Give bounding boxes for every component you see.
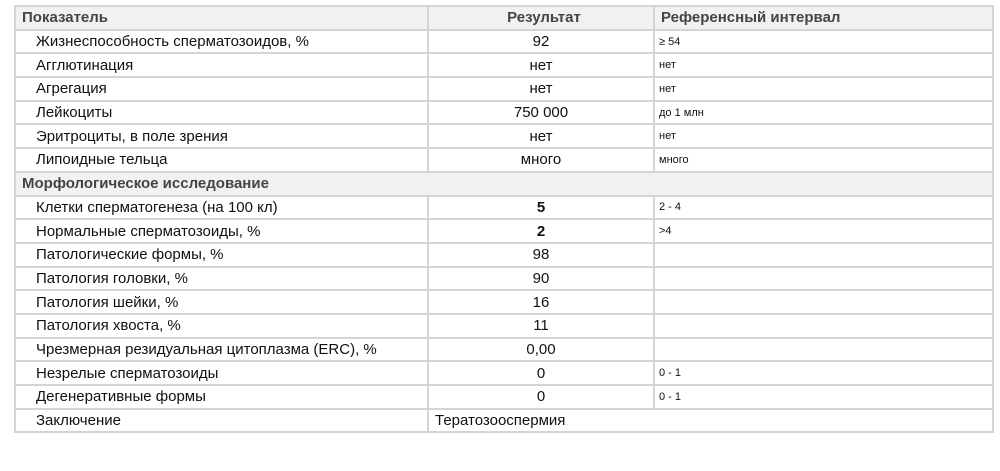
table-row: [15, 385, 993, 409]
header-reference: Референсный интервал: [654, 6, 993, 30]
result-value: 92: [428, 30, 654, 54]
reference-range: много: [654, 148, 993, 172]
table-row: [15, 124, 993, 148]
reference-range: [654, 243, 993, 267]
indicator-name: Агглютинация: [15, 53, 428, 77]
indicator-name: Нормальные сперматозоиды, %: [15, 219, 428, 243]
indicator-name: Патология шейки, %: [15, 290, 428, 314]
table-row: [15, 338, 993, 362]
reference-range: >4: [654, 219, 993, 243]
result-value: нет: [428, 124, 654, 148]
indicator-name: Дегенеративные формы: [15, 385, 428, 409]
section-row: [15, 172, 993, 196]
indicator-name: Патология головки, %: [15, 267, 428, 291]
reference-range: [654, 314, 993, 338]
table-row: [15, 267, 993, 291]
result-value: нет: [428, 53, 654, 77]
result-value: 750 000: [428, 101, 654, 125]
table-row: [15, 314, 993, 338]
reference-range: нет: [654, 124, 993, 148]
table-row: [15, 243, 993, 267]
table-header: [15, 6, 993, 30]
table-row: [15, 101, 993, 125]
header-indicator: Показатель: [15, 6, 428, 30]
indicator-name: Клетки сперматогенеза (на 100 кл): [15, 196, 428, 220]
indicator-name: Липоидные тельца: [15, 148, 428, 172]
table-row: [15, 290, 993, 314]
indicator-name: Незрелые сперматозоиды: [15, 361, 428, 385]
table-row: [15, 53, 993, 77]
table-row: [15, 30, 993, 54]
reference-range: 0 - 1: [654, 361, 993, 385]
reference-range: [654, 290, 993, 314]
reference-range: [654, 267, 993, 291]
results-table: [14, 5, 994, 433]
result-value: нет: [428, 77, 654, 101]
result-value: 0: [428, 385, 654, 409]
indicator-name: Чрезмерная резидуальная цитоплазма (ERC), %: [15, 338, 428, 362]
conclusion-row: [15, 409, 993, 433]
conclusion-label: Заключение: [15, 409, 428, 433]
reference-range: до 1 млн: [654, 101, 993, 125]
result-value: много: [428, 148, 654, 172]
table-row: [15, 361, 993, 385]
result-value: 2: [428, 219, 654, 243]
indicator-name: Жизнеспособность сперматозоидов, %: [15, 30, 428, 54]
reference-range: 0 - 1: [654, 385, 993, 409]
result-value: 0,00: [428, 338, 654, 362]
table-row: [15, 196, 993, 220]
result-value: 5: [428, 196, 654, 220]
indicator-name: Агрегация: [15, 77, 428, 101]
table-row: [15, 148, 993, 172]
indicator-name: Патология хвоста, %: [15, 314, 428, 338]
reference-range: 2 - 4: [654, 196, 993, 220]
reference-range: нет: [654, 53, 993, 77]
indicator-name: Эритроциты, в поле зрения: [15, 124, 428, 148]
header-result: Результат: [428, 6, 654, 30]
reference-range: нет: [654, 77, 993, 101]
section-title: Морфологическое исследование: [15, 172, 993, 196]
reference-range: [654, 338, 993, 362]
result-value: 98: [428, 243, 654, 267]
result-value: 90: [428, 267, 654, 291]
table-row: [15, 219, 993, 243]
indicator-name: Патологические формы, %: [15, 243, 428, 267]
result-value: 11: [428, 314, 654, 338]
result-value: 0: [428, 361, 654, 385]
reference-range: ≥ 54: [654, 30, 993, 54]
conclusion-value: Тератозооспермия: [428, 409, 993, 433]
indicator-name: Лейкоциты: [15, 101, 428, 125]
table-row: [15, 77, 993, 101]
result-value: 16: [428, 290, 654, 314]
